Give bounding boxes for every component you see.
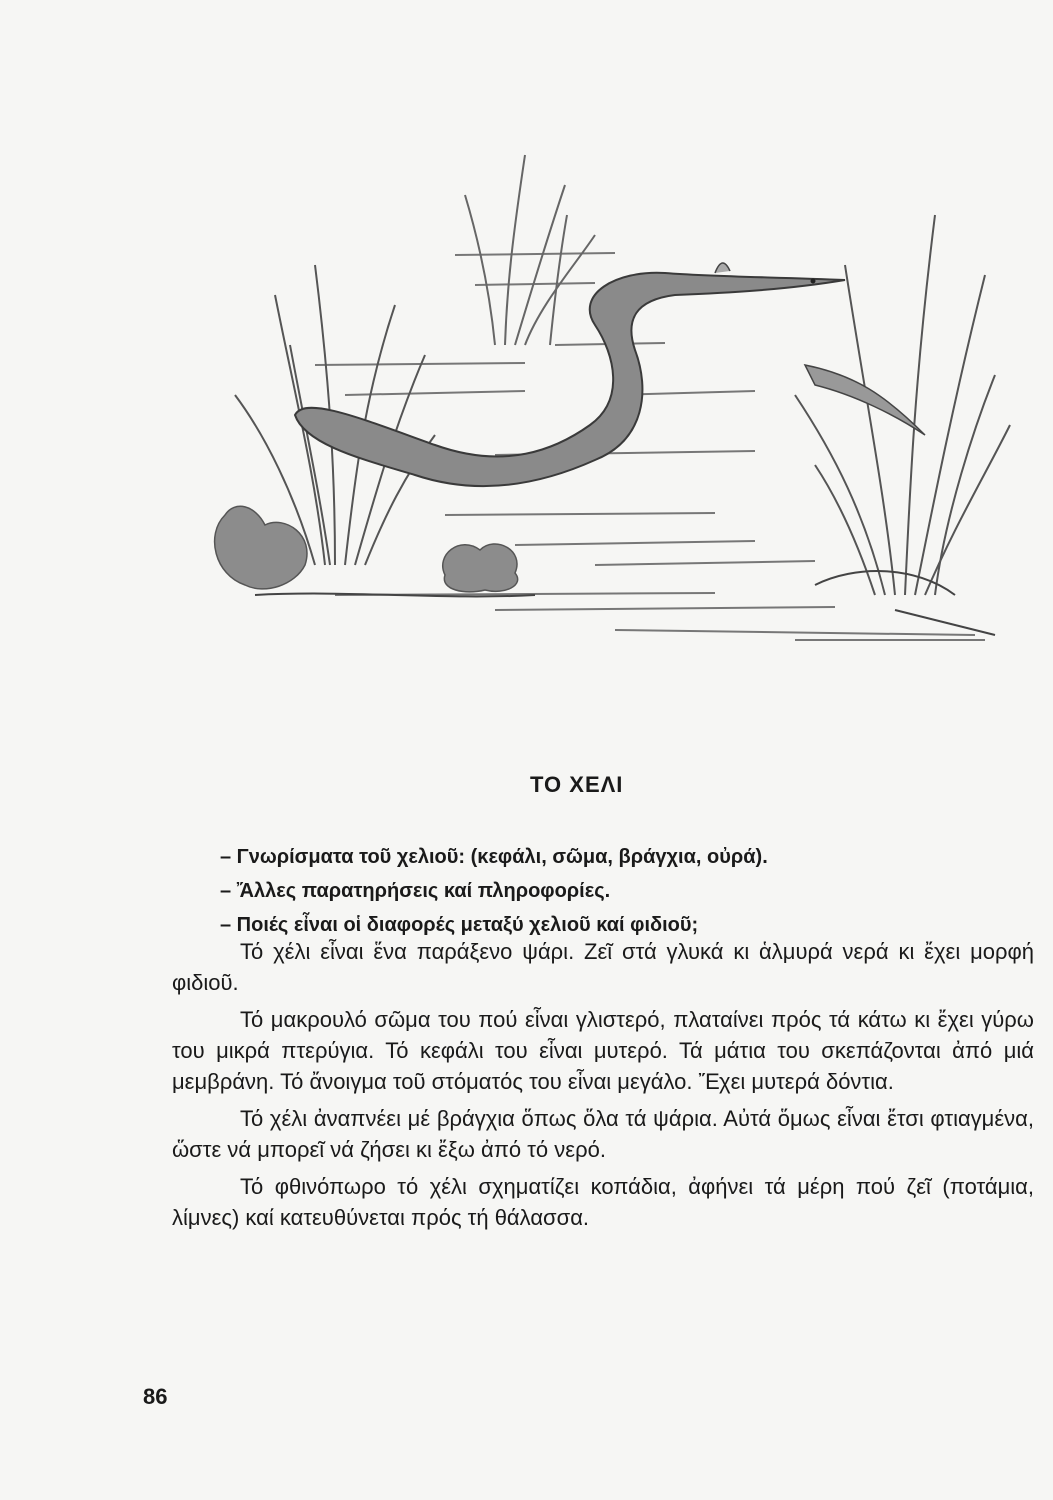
- question-list: [220, 840, 1000, 942]
- body-text: [172, 936, 1034, 1239]
- paragraph: Τό φθινόπωρο τό χέλι σχηματίζει κοπάδια, ἀφήνει τά μέρη πού ζεῖ (ποτάμια, λίμνες) καί κατευθύνεται πρός τή θάλασσα.: [172, 1174, 1034, 1230]
- question-item: – Ἄλλες παρατηρήσεις καί πληροφορίες.: [220, 880, 611, 902]
- paragraph: Τό χέλι ἀναπνέει μέ βράγχια ὅπως ὅλα τά ψάρια. Αὐτά ὅμως εἶναι ἔτσι φτιαγμένα, ὥστε νά μπορεῖ νά ζήσει κι ἔξω ἀπό τό νερό.: [172, 1106, 1034, 1162]
- reeds-right: [795, 215, 1010, 595]
- eel-illustration: [195, 95, 1025, 655]
- paragraph: Τό μακρουλό σῶμα του πού εἶναι γλιστερό, πλαταίνει πρός τά κάτω κι ἔχει γύρω του μικρά πτερύγια. Τό κεφάλι του εἶναι μυτερό. Τά μάτια του σκεπάζονται ἀπό μιά μεμβράνη. Τό ἄνοιγμα τοῦ στόματός του εἶναι μεγάλο. Ἔχει μυτερά δόντια.: [172, 1007, 1034, 1094]
- paragraph: Τό χέλι εἶναι ἕνα παράξενο ψάρι. Ζεῖ στά γλυκά κι ἁλμυρά νερά κι ἔχει μορφή φιδιοῦ.: [172, 939, 1034, 995]
- ground-lines: [255, 571, 995, 635]
- reeds-center: [465, 155, 595, 345]
- eel-drawing: [295, 263, 845, 486]
- question-item: – Ποιές εἶναι οἱ διαφορές μεταξύ χελιοῦ καί φιδιοῦ;: [220, 914, 699, 936]
- question-item: – Γνωρίσματα τοῦ χελιοῦ: (κεφάλι, σῶμα, βράγχια, οὐρά).: [220, 846, 768, 868]
- chapter-title: ΤΟ ΧΕΛΙ: [530, 772, 624, 797]
- page-number: 86: [143, 1384, 168, 1409]
- bush-left: [215, 506, 518, 592]
- reed-leaf: [805, 365, 925, 435]
